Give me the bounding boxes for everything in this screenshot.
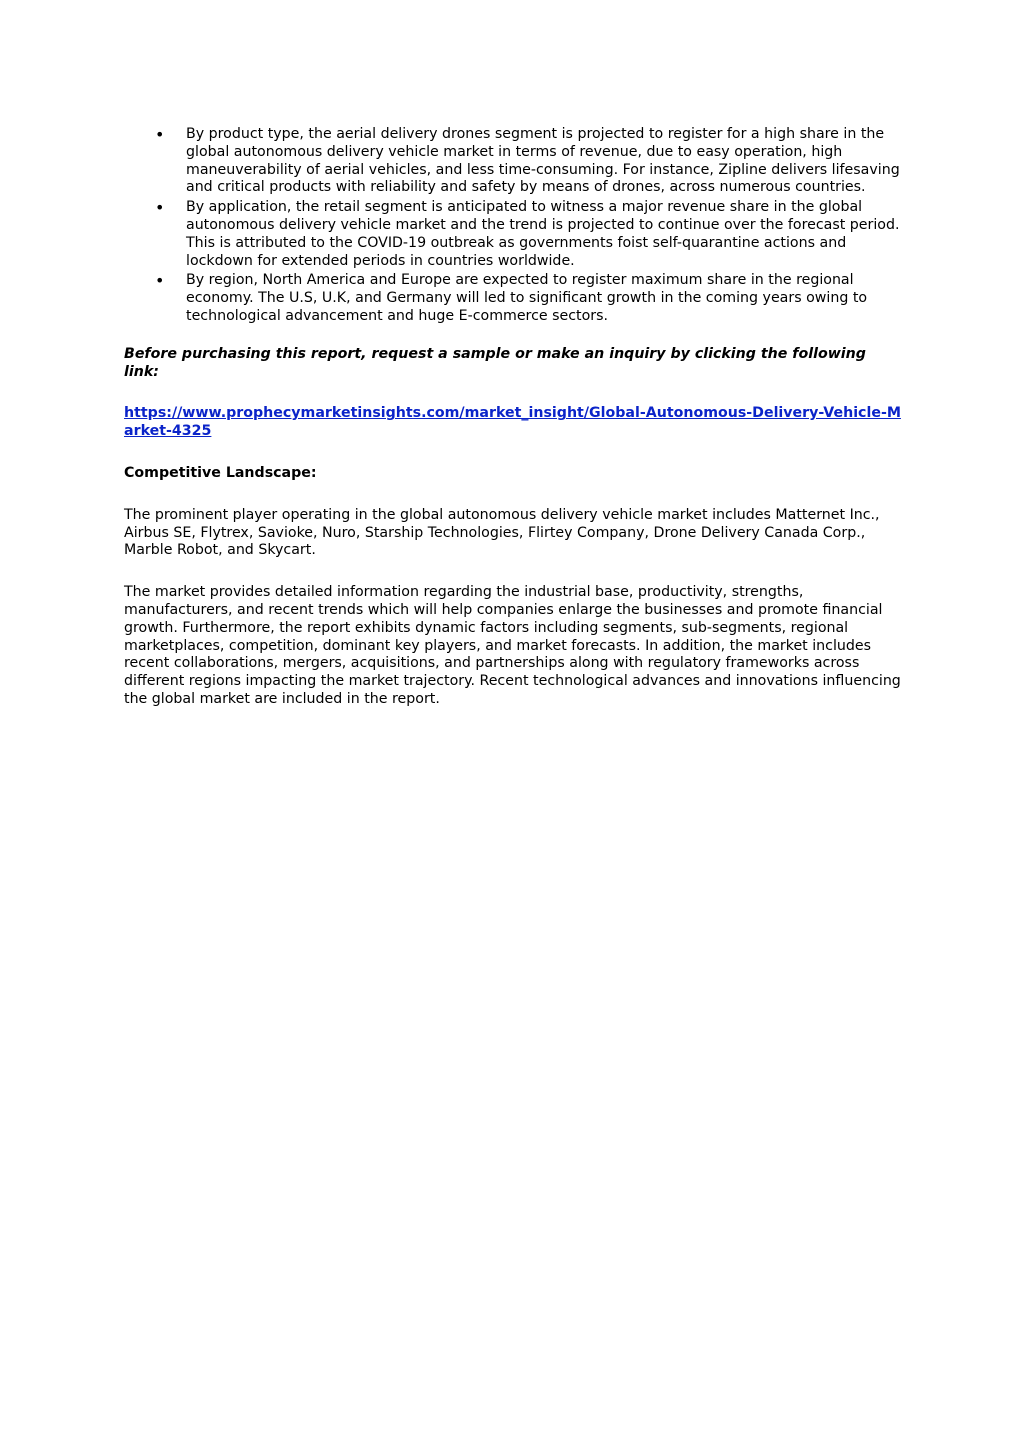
bullet-icon: • [155,271,165,291]
call-to-action-text: Before purchasing this report, request a sample or make an inquiry by clicking the following link: [124,345,866,380]
section-heading: Competitive Landscape: [124,464,317,481]
list-item [124,272,902,325]
report-link[interactable]: https://www.prophecymarketinsights.com/market_insight/Global-Autonomous-Delivery-Vehicle-Market-4325 [124,405,901,440]
list-item-text: By product type, the aerial delivery drones segment is projected to register for a high share in the global autonomous delivery vehicle market in terms of revenue, due to easy operation, high maneuverability of aerial vehicles, and less time-consuming. For instance, Zipline delivers lifesaving and critical products with reliability and safety by means of drones, across numerous countries. [186,126,900,196]
bullet-list [124,126,902,326]
list-item [124,126,902,197]
bullet-icon: • [155,198,165,218]
list-item-text: By region, North America and Europe are expected to register maximum share in the regional economy. The U.S, U.K, and Germany will led to significant growth in the coming years owing to technological advancement and huge E-commerce sectors. [186,272,868,324]
bullet-icon: • [155,125,165,144]
players-paragraph: The prominent player operating in the global autonomous delivery vehicle market includes Matternet Inc., Airbus SE, Flytrex, Savioke, Nuro, Starship Technologies, Flirtey Company, Drone Delivery Canada Corp., Marble Robot, and Skycart. [124,506,880,559]
list-item [124,199,902,270]
document-body [124,126,902,709]
market-paragraph: The market provides detailed information regarding the industrial base, productivity, strengths, manufacturers, and recent trends which will help companies enlarge the businesses and promote financial growth. Furthermore, the report exhibits dynamic factors including segments, sub-segments, regional marketplaces, competition, dominant key players, and market forecasts. In addition, the market includes recent collaborations, mergers, acquisitions, and partnerships along with regulatory frameworks across different regions impacting the market trajectory. Recent technological advances and innovations influencing the global market are included in the report. [124,584,901,707]
list-item-text: By application, the retail segment is anticipated to witness a major revenue share in the global autonomous delivery vehicle market and the trend is projected to continue over the forecast period. This is attributed to the COVID-19 outbreak as governments foist self-quarantine actions and lockdown for extended periods in countries worldwide. [186,199,900,269]
